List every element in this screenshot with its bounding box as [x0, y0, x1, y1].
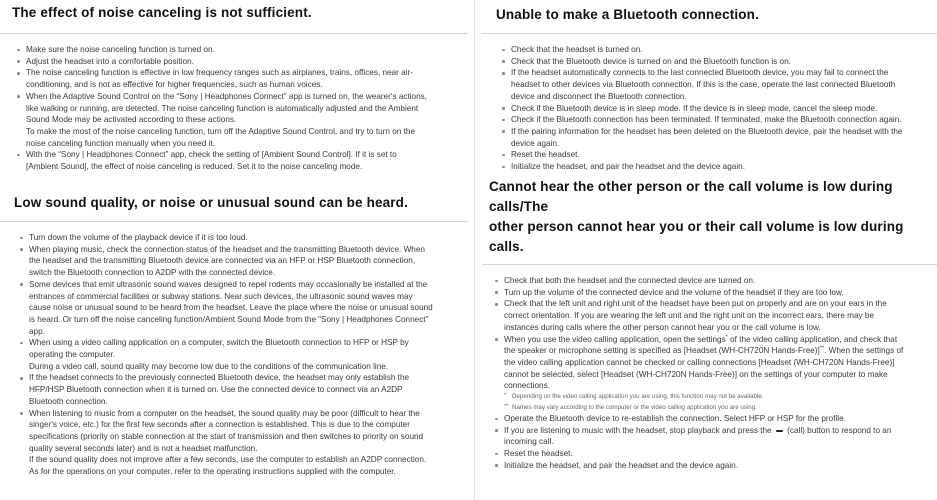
list-item: Turn up the volume of the connected device and the volume of the headset if they are too low. [492, 287, 937, 299]
list-item: To make the most of the noise canceling function, turn off the Adaptive Sound Control, and try to turn on the [26, 126, 415, 136]
list-item [492, 345, 937, 357]
list-item: Check if the Bluetooth connection has been terminated. If terminated, make the Bluetooth connection again. [499, 114, 937, 126]
section-call-volume [482, 177, 937, 472]
list-item: During a video call, sound quality may become low due to the conditions of the communication line. [29, 361, 389, 371]
section-rule [482, 33, 937, 34]
call-button-icon [776, 430, 783, 432]
footnote-text: Depending on the video calling application you are using, this function may not be available. [512, 393, 764, 401]
section-rule [482, 264, 937, 265]
list-item: cause noise or unusual sound to be heard from the headset. Leave the place where the noise or unusual sound [29, 303, 433, 313]
list-item: If the headset automatically connects to the last connected Bluetooth device, you may fail to connect the [499, 67, 937, 79]
list-item: When the Adaptive Sound Control on the “Sony | Headphones Connect” app is turned on, the wearer's actions, [14, 91, 468, 103]
section-noise-canceling [0, 3, 468, 173]
list-item: device and disconnect the Bluetooth connection. [511, 91, 687, 101]
list-item: Check that the headset is turned on. [499, 44, 937, 56]
footnote-mark: * [504, 393, 507, 400]
list-item: Check that the left unit and right unit of the headset have been put on properly and are on your ears in the [492, 298, 937, 310]
list-item: singer's voice, etc.) for the first few seconds after a connection is established. This is due to the computer [29, 420, 410, 430]
list-item: quality several seconds later) and is not a headset malfunction. [29, 443, 258, 453]
bullet-list [482, 44, 937, 173]
list-item: When playing music, check the connection status of the headset and the transmitting Bluetooth device. When [17, 244, 468, 256]
list-item: is heard. Or turn off the noise canceling function/Ambient Sound Mode from the “Sony | Headphones Connect” [29, 314, 429, 324]
list-item: entrances of commercial facilities or subway stations. Near such devices, the ultrasonic sound waves may [29, 291, 413, 301]
section-sound-quality [0, 193, 468, 478]
list-item: When listening to music from a computer on the headset, the sound quality may be poor (difficult to hear the [17, 408, 468, 420]
left-column [0, 0, 468, 500]
list-item: incoming call. [504, 437, 554, 447]
footnote-mark: ** [504, 403, 509, 410]
list-item: conditioning, and is not as effective for higher frequencies, such as human voices. [26, 80, 323, 90]
list-item-text: If you are listening to music with the headset, stop playback and press the [504, 425, 774, 435]
list-item: The noise canceling function is effective in low frequency ranges such as airplanes, trains, offices, near air- [14, 67, 468, 79]
section-bluetooth-connection [482, 5, 937, 173]
list-item: cannot be selected, select [Headset (WH-CH720N Hands-Free)] on the settings of your computer to make [504, 369, 888, 379]
right-column [482, 0, 937, 500]
list-item: Turn down the volume of the playback device if it is too loud. [17, 232, 468, 244]
list-item: instances during calls where the other person cannot hear you or the call volume is low. [504, 322, 821, 332]
list-item: the video calling application cannot be checked or calling connections [Headset (WH-CH720N Hands-Free)] [504, 357, 895, 367]
list-item: Reset the headset. [492, 448, 937, 460]
list-item: noise canceling function manually when you need it. [26, 138, 215, 148]
list-item: operating the computer. [29, 350, 116, 360]
list-item-text: . When the settings of [824, 346, 904, 356]
list-item: Operate the Bluetooth device to re-establish the connection. Select HFP or HSP for the profile. [492, 413, 937, 425]
footnote [492, 403, 937, 414]
section-rule [0, 221, 468, 222]
list-item: If the headset connects to the previously connected Bluetooth device, the headset may only establish the [17, 372, 468, 384]
bullet-list [0, 44, 468, 173]
list-item-text: (call) button to respond to an [784, 425, 892, 435]
list-item: [Ambient Sound], the effect of noise canceling is reduced. Set it to the noise canceling mode. [26, 162, 363, 172]
list-item: Adjust the headset into a comfortable position. [14, 56, 468, 68]
footnote-ref: * [725, 333, 728, 340]
list-item: Reset the headset. [499, 149, 937, 161]
footnote [492, 392, 937, 403]
list-item: like walking or running, are detected. The noise canceling function is automatically adjusted and the Ambient [26, 103, 419, 113]
column-divider [474, 0, 475, 500]
list-item: Some devices that emit ultrasonic sound waves designed to repel rodents may occasionally be installed at the [17, 279, 468, 291]
list-item: switch the Bluetooth connection to A2DP with the connected device. [29, 268, 276, 278]
section-title [482, 177, 937, 257]
list-item: app. [29, 326, 45, 336]
bullet-list [482, 275, 937, 472]
section-title: Unable to make a Bluetooth connection. [496, 7, 759, 22]
list-item: If the sound quality does not improve after a few seconds, use the computer to establish an A2DP connection. [29, 455, 427, 465]
footnote-text: Names may vary according to the computer or the video calling application you are using. [512, 403, 757, 411]
list-item: Initialize the headset, and pair the headset and the device again. [492, 460, 937, 472]
bullet-list [0, 232, 468, 478]
list-item: As for the operations on your computer, refer to the operating instructions supplied with the computer. [29, 467, 396, 477]
list-item: HFP/HSP Bluetooth connection when it is turned on. Use the connected device to connect via an A2DP [29, 385, 403, 395]
list-item: Check that both the headset and the connected device are turned on. [492, 275, 937, 287]
footnote-ref: ** [819, 345, 825, 352]
section-title: The effect of noise canceling is not sufficient. [12, 5, 312, 20]
list-item: the headset and the transmitting Bluetooth device are connected via an HFP or HSP Bluetooth connection, [29, 256, 416, 266]
list-item-text: the speaker or microphone setting is specified as [Headset (WH-CH720N Hands-Free)] [504, 346, 820, 356]
section-title-line: other person cannot hear you or their call volume is low during calls. [489, 219, 904, 254]
list-item: correct orientation. If you are wearing the left unit and the right unit on the incorrect ears, there may be [504, 311, 875, 321]
list-item-text: When you use the video calling application, open the settings [504, 334, 726, 344]
list-item-text: of the video calling application, and check that [727, 334, 898, 344]
section-title-line: Cannot hear the other person or the call volume is low during calls/The [489, 179, 893, 214]
list-item: headset to other devices via Bluetooth connection. If this is the case, operate the last connected Bluetooth [511, 80, 896, 90]
list-item: device again. [511, 138, 560, 148]
list-item: connections. [504, 381, 550, 391]
list-item: Initialize the headset, and pair the headset and the device again. [499, 161, 937, 173]
list-item [492, 334, 937, 346]
list-item: Sound Mode may be activated according to these actions. [26, 115, 237, 125]
list-item: When using a video calling application on a computer, switch the Bluetooth connection to HFP or HSP by [17, 337, 468, 349]
section-rule [0, 33, 468, 34]
list-item: Bluetooth connection. [29, 396, 108, 406]
list-item [492, 425, 937, 437]
list-item: With the “Sony | Headphones Connect” app, check the setting of [Ambient Sound Control]. If it is set to [14, 149, 468, 161]
list-item: specifications (priority on stable connection at the start of transmission and then switches to priority on sound [29, 431, 424, 441]
list-item: If the pairing information for the headset has been deleted on the Bluetooth device, pair the headset with the [499, 126, 937, 138]
list-item: Check if the Bluetooth device is in sleep mode. If the device is in sleep mode, cancel the sleep mode. [499, 103, 937, 115]
section-title: Low sound quality, or noise or unusual sound can be heard. [14, 195, 408, 210]
list-item: Check that the Bluetooth device is turned on and the Bluetooth function is on. [499, 56, 937, 68]
list-item: Make sure the noise canceling function is turned on. [14, 44, 468, 56]
